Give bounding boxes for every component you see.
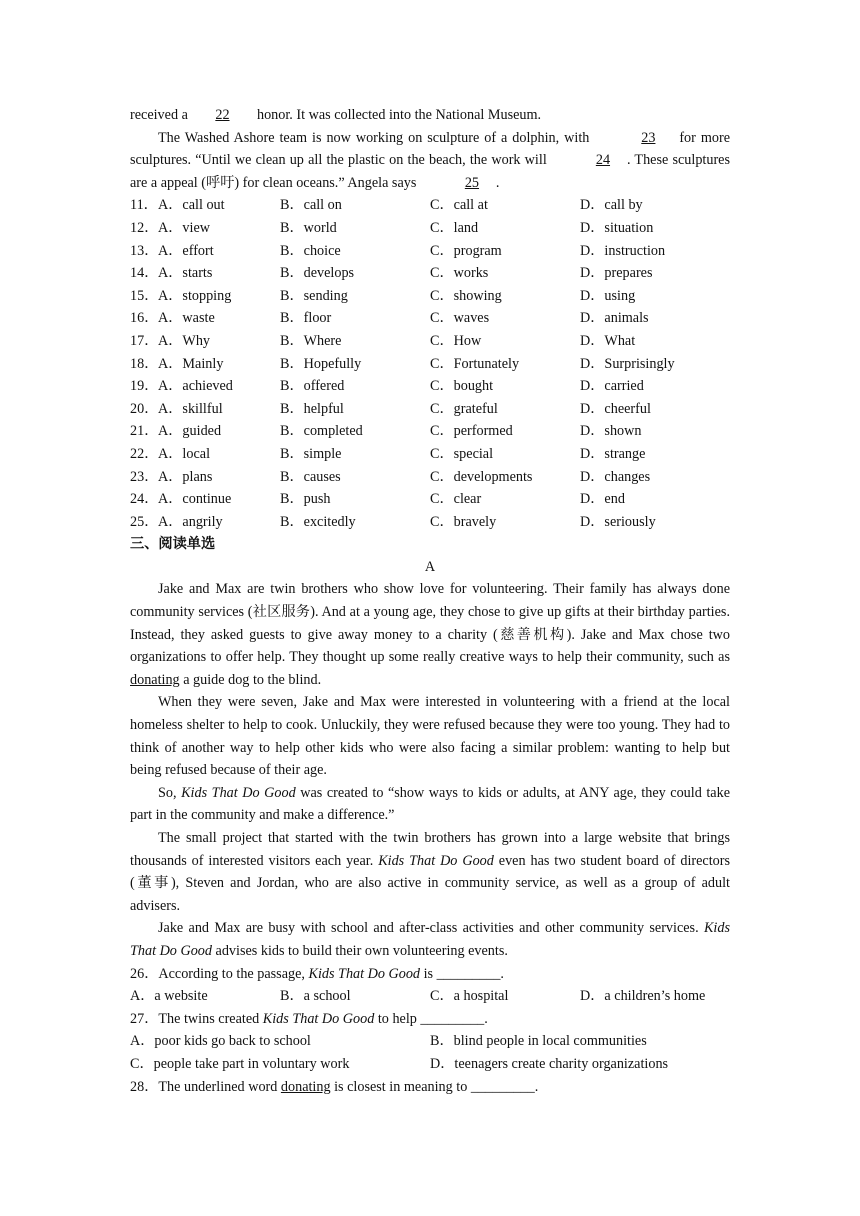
choice-row xyxy=(130,443,730,466)
question-number: 17． xyxy=(130,332,159,349)
text: The small project that started with the twin brothers has grown into a large website that brings thousands of interested visitors each year. xyxy=(130,830,730,869)
option-c[interactable]: C．clear xyxy=(430,491,482,508)
question-number: 23． xyxy=(130,468,159,485)
option-b[interactable]: B．Where xyxy=(280,332,342,349)
question-number: 14． xyxy=(130,265,159,282)
blank-25: 25 xyxy=(464,174,480,191)
option-d[interactable]: D．situation xyxy=(580,219,654,236)
option-b[interactable]: B．a school xyxy=(280,988,351,1005)
question-number: 22． xyxy=(130,445,159,462)
option-c[interactable]: C．works xyxy=(430,265,489,282)
option-d[interactable]: D．shown xyxy=(580,423,642,440)
text: So, xyxy=(158,784,182,801)
option-c[interactable]: C．grateful xyxy=(430,400,498,417)
cloze-paragraph-last xyxy=(130,127,730,195)
option-b[interactable]: B．offered xyxy=(280,378,345,395)
option-a[interactable]: A．guided xyxy=(158,423,222,440)
option-d[interactable]: D．a children’s home xyxy=(580,988,706,1005)
text: . xyxy=(495,174,500,191)
option-d[interactable]: D．strange xyxy=(580,445,646,462)
section-title: 三、阅读单选 xyxy=(130,536,216,553)
option-d[interactable]: D．prepares xyxy=(580,265,653,282)
reading-paragraph-3 xyxy=(130,782,730,827)
option-c[interactable]: C．land xyxy=(430,219,479,236)
option-a[interactable]: A．starts xyxy=(158,265,213,282)
choice-row xyxy=(130,420,730,443)
option-a[interactable]: A．Why xyxy=(158,332,211,349)
reading-paragraph-5 xyxy=(130,917,730,962)
option-a[interactable]: A．achieved xyxy=(158,378,233,395)
choice-row xyxy=(130,466,730,489)
question-number: 13． xyxy=(130,242,159,259)
text: 26．According to the passage, xyxy=(130,965,309,982)
option-d[interactable]: D．animals xyxy=(580,310,649,327)
text: was created to “show ways to kids or adults, at ANY age, they could take part in the community and make a difference.” xyxy=(130,784,730,824)
blank-22: 22 xyxy=(215,107,230,123)
option-d[interactable]: D．instruction xyxy=(580,242,666,259)
blank-23: 23 xyxy=(641,129,656,146)
question-28 xyxy=(130,1076,730,1099)
question-number: 25． xyxy=(130,513,159,530)
option-c[interactable]: C．people take part in voluntary work xyxy=(130,1055,350,1072)
option-c[interactable]: C．a hospital xyxy=(430,988,509,1005)
question-number: 12． xyxy=(130,219,159,236)
choice-row xyxy=(130,330,730,353)
option-b[interactable]: B．choice xyxy=(280,242,341,259)
question-number: 20． xyxy=(130,400,159,417)
option-b[interactable]: B．excitedly xyxy=(280,513,356,530)
question-number: 24． xyxy=(130,491,159,508)
option-b[interactable]: B．blind people in local communities xyxy=(430,1033,647,1050)
question-number: 19． xyxy=(130,378,159,395)
option-d[interactable]: D．teenagers create charity organizations xyxy=(430,1055,669,1072)
choice-row xyxy=(130,398,730,421)
reading-paragraph-2: When they were seven, Jake and Max were interested in volunteering with a friend at the local homeless shelter to help to cook. Unluckily, they were refused because they were too young. They had to think of another way to help other kids who were also facing a similar problem: wanting to help but being refused because of their age. xyxy=(130,694,730,779)
option-b[interactable]: B．sending xyxy=(280,287,348,304)
question-27 xyxy=(130,1008,730,1031)
option-b[interactable]: B．world xyxy=(280,219,337,236)
option-b[interactable]: B．develops xyxy=(280,265,355,282)
question-number: 11． xyxy=(130,197,158,214)
option-d[interactable]: D．cheerful xyxy=(580,400,651,417)
text: 28．The underlined word xyxy=(130,1078,281,1095)
option-a[interactable]: A．a website xyxy=(130,988,208,1005)
italic-title: Kids That Do Good xyxy=(378,852,494,869)
reading-paragraph-4 xyxy=(130,827,730,917)
choice-row xyxy=(130,511,730,534)
option-d[interactable]: D．seriously xyxy=(580,513,656,530)
text: . These sculptures are a appeal (呼吁) for clean oceans.” Angela says xyxy=(130,152,730,191)
question-number: 15． xyxy=(130,287,159,304)
choice-row xyxy=(130,217,730,240)
option-d[interactable]: D．end xyxy=(580,491,625,508)
option-a[interactable]: A．continue xyxy=(158,491,232,508)
question-26 xyxy=(130,963,730,986)
option-a[interactable]: A．view xyxy=(158,219,211,236)
option-b[interactable]: B．helpful xyxy=(280,400,344,417)
question-number: 16． xyxy=(130,310,159,327)
option-b[interactable]: B．simple xyxy=(280,445,342,462)
option-c[interactable]: C．bought xyxy=(430,378,494,395)
option-a[interactable]: A．stopping xyxy=(158,287,232,304)
italic-title: Kids That Do Good xyxy=(181,784,296,801)
choice-row xyxy=(130,488,730,511)
option-a[interactable]: A．skillful xyxy=(158,400,223,417)
choice-row xyxy=(130,194,730,217)
italic-title: Kids That Do Good xyxy=(308,965,421,982)
option-b[interactable]: B．causes xyxy=(280,468,341,485)
choice-row xyxy=(130,353,730,376)
option-a[interactable]: A．angrily xyxy=(158,513,223,530)
text: even has two student board of directors (董事), Steven and Jordan, who are also active in community service, as well as a group of adult advisers. xyxy=(130,852,731,914)
option-c[interactable]: C．bravely xyxy=(430,513,497,530)
option-d[interactable]: D．carried xyxy=(580,378,644,395)
option-a[interactable]: A．waste xyxy=(158,310,215,327)
option-c[interactable]: C．program xyxy=(430,242,502,259)
option-d[interactable]: D．changes xyxy=(580,468,651,485)
choice-row xyxy=(130,262,730,285)
passage-label: A xyxy=(424,558,436,575)
underlined-word: donating xyxy=(130,671,180,688)
option-a[interactable]: A．local xyxy=(158,445,211,462)
question-27-options-row2 xyxy=(130,1053,730,1076)
choice-row xyxy=(130,307,730,330)
option-a[interactable]: A．plans xyxy=(158,468,213,485)
option-b[interactable]: B．floor xyxy=(280,310,332,327)
choice-row xyxy=(130,240,730,263)
italic-title: Kids That Do Good xyxy=(262,1010,375,1027)
option-c[interactable]: C．call at xyxy=(430,197,488,214)
text: The Washed Ashore team is now working on sculpture of a dolphin, with xyxy=(158,129,595,146)
italic-title: Kids That Do Good xyxy=(130,920,730,959)
text: Jake and Max are busy with school and after-class activities and other community services. xyxy=(158,920,704,937)
text: honor. It was collected into the National Museum. xyxy=(253,107,542,123)
text: to help _________. xyxy=(374,1010,488,1027)
text: received a xyxy=(130,107,192,123)
text: is closest in meaning to _________. xyxy=(330,1078,539,1095)
option-b[interactable]: B．push xyxy=(280,491,331,508)
option-d[interactable]: D．Surprisingly xyxy=(580,355,675,372)
option-c[interactable]: C．special xyxy=(430,445,494,462)
text: a guide dog to the blind. xyxy=(179,671,322,688)
text: is _________. xyxy=(420,965,504,982)
exam-page xyxy=(130,104,730,1098)
cloze-paragraph-end xyxy=(130,104,730,127)
option-c[interactable]: C．performed xyxy=(430,423,513,440)
option-b[interactable]: B．call on xyxy=(280,197,342,214)
question-26-options xyxy=(130,985,730,1008)
text: for more sculptures. “Until we clean up all the plastic on the beach, the work will xyxy=(130,129,730,169)
question-number: 18． xyxy=(130,355,159,372)
option-c[interactable]: C．waves xyxy=(430,310,490,327)
text: Jake and Max are twin brothers who show love for volunteering. Their family has always done community services (社区服务). And at a young age, they chose to give up gifts at their birthday parties. Instead, they asked guests to give away money to a charity (慈善机构). Jake and Max chose two organizations to offer help. They thought up some really creative ways to help their community, such as xyxy=(130,581,730,666)
option-c[interactable]: C．How xyxy=(430,332,482,349)
option-a[interactable]: A．call out xyxy=(158,197,225,214)
option-d[interactable]: D．call by xyxy=(580,197,643,214)
underlined-word: donating xyxy=(280,1078,331,1095)
reading-paragraph-1 xyxy=(130,578,730,691)
option-a[interactable]: A．Mainly xyxy=(158,355,224,372)
option-c[interactable]: C．Fortunately xyxy=(430,355,520,372)
text: 27．The twins created xyxy=(130,1010,263,1027)
option-c[interactable]: C．showing xyxy=(430,287,502,304)
option-a[interactable]: A．poor kids go back to school xyxy=(130,1033,311,1050)
option-b[interactable]: B．completed xyxy=(280,423,363,440)
question-27-options-row1 xyxy=(130,1030,730,1053)
choice-row xyxy=(130,375,730,398)
text: advises kids to build their own volunteering events. xyxy=(211,942,508,959)
option-d[interactable]: D．What xyxy=(580,332,636,349)
option-c[interactable]: C．developments xyxy=(430,468,533,485)
question-number: 21． xyxy=(130,423,159,440)
option-a[interactable]: A．effort xyxy=(158,242,214,259)
blank-24: 24 xyxy=(595,152,611,169)
cloze-choices xyxy=(130,194,730,533)
option-b[interactable]: B．Hopefully xyxy=(280,355,362,372)
option-d[interactable]: D．using xyxy=(580,287,636,304)
choice-row xyxy=(130,285,730,308)
